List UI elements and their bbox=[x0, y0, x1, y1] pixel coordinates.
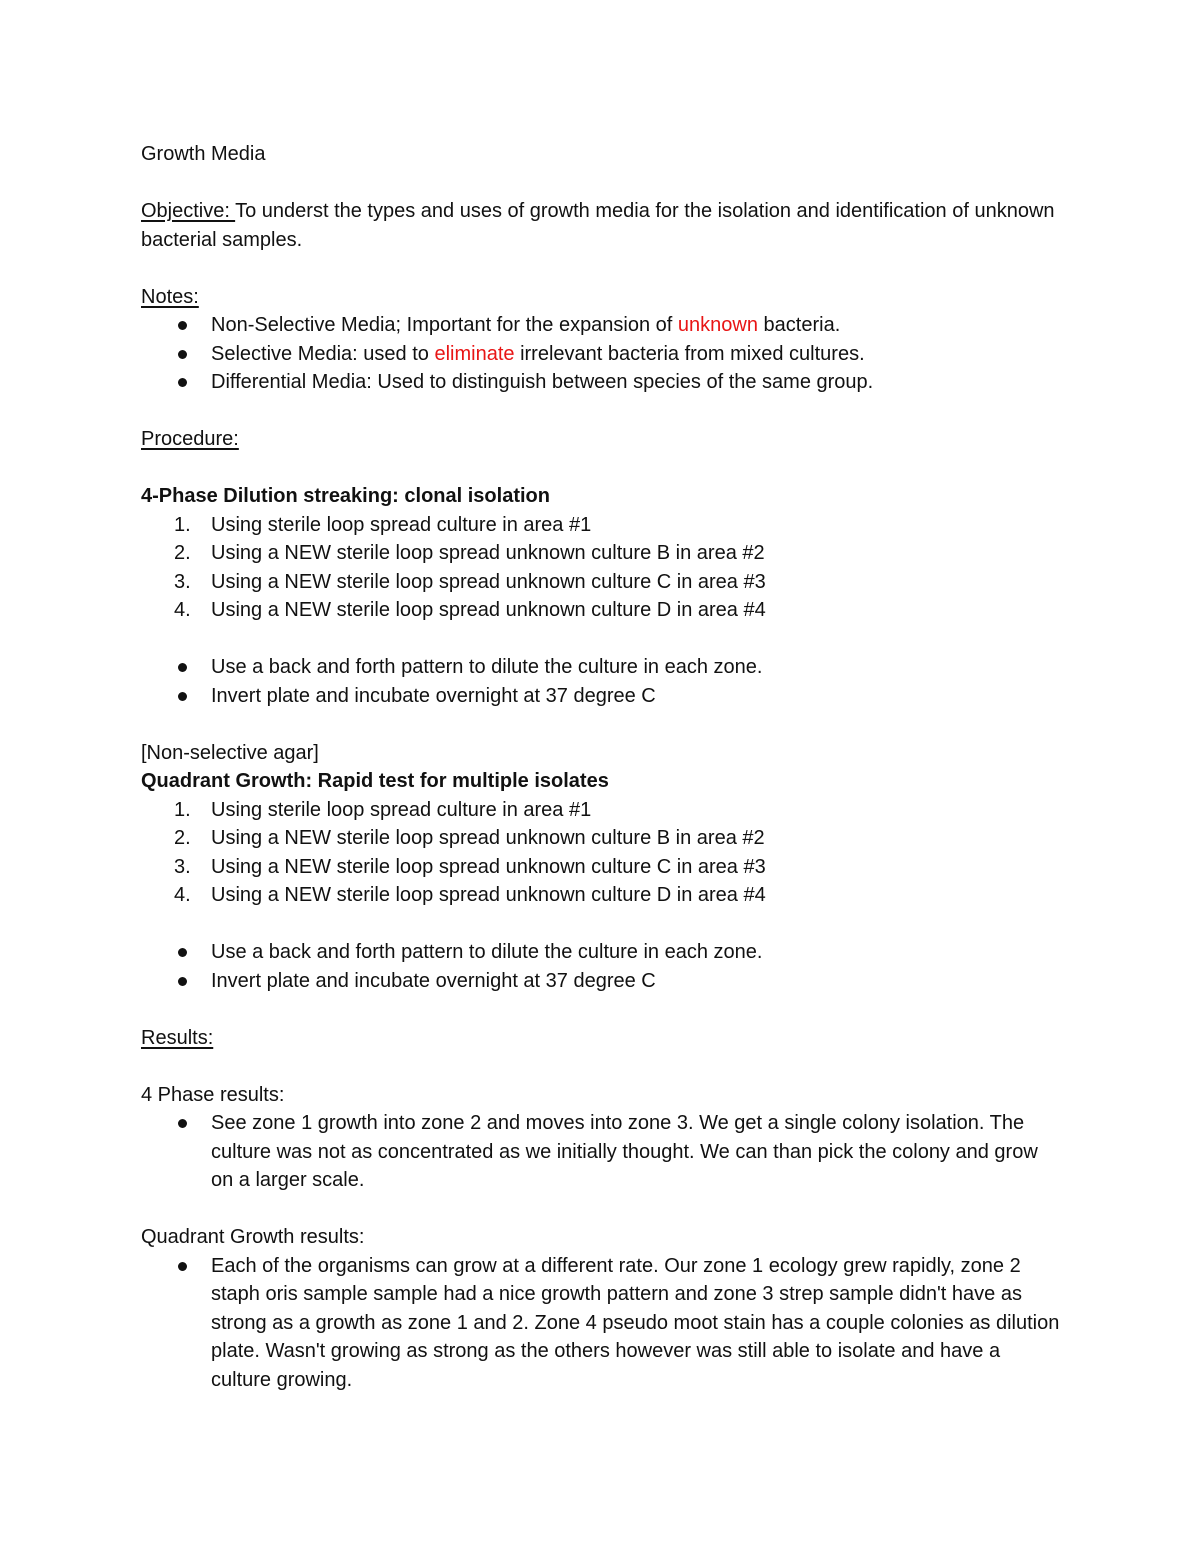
document-body bbox=[141, 140, 1061, 1394]
notes-heading bbox=[141, 283, 1061, 312]
note-highlight: unknown bbox=[677, 314, 758, 336]
list-item bbox=[141, 881, 1061, 910]
list-item bbox=[141, 853, 1061, 882]
quadrant-heading: Quadrant Growth: Rapid test for multiple isolates bbox=[141, 770, 609, 792]
note-text: Selective Media: used to bbox=[211, 342, 435, 365]
bullet-icon bbox=[178, 1119, 187, 1128]
step-text: Using a NEW sterile loop spread unknown culture D in area #4 bbox=[211, 884, 766, 906]
quadrant-results-list bbox=[141, 1252, 1061, 1395]
bullet-text: Invert plate and incubate overnight at 37 degree C bbox=[211, 969, 656, 992]
list-item bbox=[141, 1252, 1061, 1395]
results-label: Results: bbox=[141, 1026, 214, 1049]
quadrant-note: [Non-selective agar] bbox=[141, 741, 319, 764]
bullet-text: Invert plate and incubate overnight at 37 degree C bbox=[211, 684, 656, 707]
list-item bbox=[141, 653, 1061, 682]
step-text: Using a NEW sterile loop spread unknown culture D in area #4 bbox=[211, 599, 766, 621]
objective-paragraph bbox=[141, 197, 1061, 254]
spacer bbox=[141, 397, 1061, 426]
bullet-icon bbox=[178, 977, 187, 986]
step-number: 1. bbox=[174, 513, 191, 536]
bullet-icon bbox=[178, 692, 187, 701]
list-item bbox=[141, 682, 1061, 711]
note-text: irrelevant bacteria from mixed cultures. bbox=[514, 342, 865, 365]
bullet-icon bbox=[178, 321, 187, 330]
spacer bbox=[141, 1052, 1061, 1081]
document-title: Growth Media bbox=[141, 143, 266, 165]
bullet-text: Use a back and forth pattern to dilute the culture in each zone. bbox=[211, 941, 763, 963]
list-item bbox=[141, 539, 1061, 568]
note-text: bacteria. bbox=[757, 314, 841, 336]
spacer bbox=[141, 1195, 1061, 1224]
spacer bbox=[141, 910, 1061, 939]
notes-list bbox=[141, 311, 1061, 397]
spacer bbox=[141, 710, 1061, 739]
bullet-icon bbox=[178, 663, 187, 672]
step-number: 1. bbox=[174, 798, 191, 821]
procedure-label: Procedure: bbox=[141, 428, 239, 450]
results-heading bbox=[141, 1024, 1061, 1053]
step-text: Using sterile loop spread culture in area #1 bbox=[211, 513, 592, 536]
list-item bbox=[141, 824, 1061, 853]
step-number: 2. bbox=[174, 542, 191, 564]
spacer bbox=[141, 169, 1061, 198]
bullet-text: Use a back and forth pattern to dilute the culture in each zone. bbox=[211, 656, 763, 678]
spacer bbox=[141, 454, 1061, 483]
dilution-bullets bbox=[141, 653, 1061, 710]
step-number: 3. bbox=[174, 855, 191, 878]
objective-text: To underst the types and uses of growth media for the isolation and identification of unknown bacterial samples. bbox=[141, 200, 1055, 251]
note-text: Non-Selective Media; Important for the expansion of bbox=[211, 314, 678, 336]
dilution-heading: 4-Phase Dilution streaking: clonal isolation bbox=[141, 485, 550, 507]
phase-results-list bbox=[141, 1109, 1061, 1195]
bullet-icon bbox=[178, 378, 187, 387]
note-highlight: eliminate bbox=[434, 342, 515, 365]
list-item bbox=[141, 511, 1061, 540]
quadrant-results-heading: Quadrant Growth results: bbox=[141, 1226, 365, 1248]
step-text: Using a NEW sterile loop spread unknown culture C in area #3 bbox=[211, 570, 766, 593]
list-item bbox=[141, 596, 1061, 625]
step-text: Using sterile loop spread culture in area #1 bbox=[211, 798, 592, 821]
step-text: Using a NEW sterile loop spread unknown culture B in area #2 bbox=[211, 542, 765, 564]
step-number: 2. bbox=[174, 827, 191, 849]
note-text: Differential Media: Used to distinguish between species of the same group. bbox=[211, 371, 874, 393]
list-item bbox=[141, 568, 1061, 597]
list-item bbox=[141, 796, 1061, 825]
list-item bbox=[141, 340, 1061, 369]
step-number: 3. bbox=[174, 570, 191, 593]
list-item bbox=[141, 311, 1061, 340]
step-number: 4. bbox=[174, 599, 191, 621]
bullet-icon bbox=[178, 350, 187, 359]
bullet-icon bbox=[178, 948, 187, 957]
bullet-text: See zone 1 growth into zone 2 and moves into zone 3. We get a single colony isolation. The culture was not as concentrated as we initially thought. We can than pick the colony and grow on a larger scale. bbox=[211, 1112, 1038, 1191]
quadrant-steps bbox=[141, 796, 1061, 910]
objective-label: Objective: bbox=[141, 200, 236, 222]
procedure-heading bbox=[141, 425, 1061, 454]
list-item bbox=[141, 938, 1061, 967]
spacer bbox=[141, 254, 1061, 283]
list-item bbox=[141, 368, 1061, 397]
quadrant-bullets bbox=[141, 938, 1061, 995]
spacer bbox=[141, 625, 1061, 654]
bullet-text: Each of the organisms can grow at a different rate. Our zone 1 ecology grew rapidly, zone 2 staph oris sample sample had a nice growth pattern and zone 3 strep sample didn't have as strong as a growth as zone 1 and 2. Zone 4 pseudo moot stain has a couple colonies as dilution plate. Wasn't growing as strong as the others however was still able to isolate and have a culture growing. bbox=[211, 1254, 1060, 1391]
phase-results-heading: 4 Phase results: bbox=[141, 1083, 285, 1106]
notes-label: Notes: bbox=[141, 285, 199, 308]
spacer bbox=[141, 995, 1061, 1024]
list-item bbox=[141, 967, 1061, 996]
step-number: 4. bbox=[174, 884, 191, 906]
list-item bbox=[141, 1109, 1061, 1195]
bullet-icon bbox=[178, 1262, 187, 1271]
dilution-steps bbox=[141, 511, 1061, 625]
step-text: Using a NEW sterile loop spread unknown culture C in area #3 bbox=[211, 855, 766, 878]
step-text: Using a NEW sterile loop spread unknown culture B in area #2 bbox=[211, 827, 765, 849]
